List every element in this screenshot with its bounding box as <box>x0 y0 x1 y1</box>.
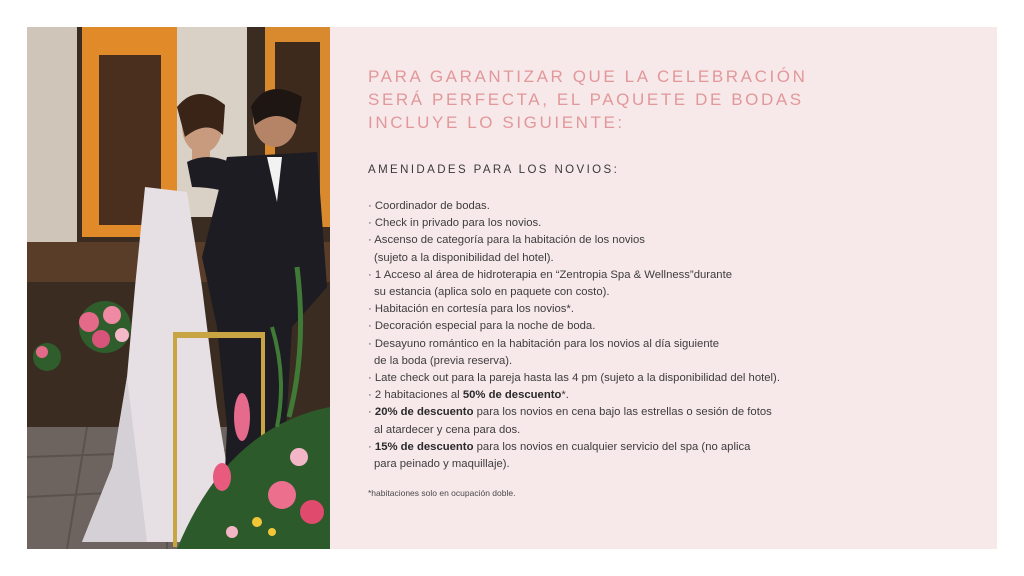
list-item <box>368 301 978 318</box>
section-title: AMENIDADES PARA LOS NOVIOS: <box>368 164 620 176</box>
amenities-list <box>368 198 978 473</box>
list-item-suffix: para los novios en cualquier servicio del spa (no aplica <box>473 440 751 453</box>
headline <box>368 65 978 134</box>
list-item-suffix: *. <box>561 389 569 402</box>
wedding-couple-illustration <box>27 27 330 549</box>
list-item <box>368 404 978 438</box>
list-item <box>368 232 978 266</box>
headline-line: INCLUYE LO SIGUIENTE: <box>368 113 625 132</box>
list-item-text: · Coordinador de bodas. <box>368 200 490 212</box>
list-item <box>368 370 978 387</box>
list-item-prefix: · <box>368 440 375 453</box>
list-item-prefix: · <box>368 406 375 419</box>
list-item-text <box>368 439 978 456</box>
content-panel <box>368 65 978 498</box>
headline-line: SERÁ PERFECTA, EL PAQUETE DE BODAS <box>368 90 804 109</box>
list-item <box>368 439 978 473</box>
wedding-couple-photo <box>27 27 330 549</box>
discount-highlight: 20% de descuento <box>374 406 474 419</box>
list-item <box>368 198 978 215</box>
list-item-continuation: (sujeto a la disponibilidad del hotel). <box>374 251 554 264</box>
list-item <box>368 267 978 301</box>
list-item <box>368 387 978 404</box>
list-item-continuation: al atardecer y cena para dos. <box>374 423 521 436</box>
list-item-text: · Desayuno romántico en la habitación para los novios al día siguiente <box>368 337 720 350</box>
discount-highlight: 15% de descuento <box>374 440 474 453</box>
list-item-text: · 1 Acceso al área de hidroterapia en “Zentropia Spa & Wellness”durante <box>368 268 733 281</box>
list-item-text: · Check in privado para los novios. <box>368 217 542 230</box>
footnote: *habitaciones solo en ocupación doble. <box>368 488 516 499</box>
slide <box>27 27 997 549</box>
list-item-suffix: para los novios en cena bajo las estrellas o sesión de fotos <box>473 406 772 419</box>
list-item-text: · Habitación en cortesía para los novios*. <box>368 303 574 316</box>
list-item-text: · Late check out para la pareja hasta las 4 pm (sujeto a la disponibilidad del hotel). <box>368 372 780 385</box>
list-item-text: · Decoración especial para la noche de boda. <box>368 320 596 333</box>
discount-highlight: 50% de descuento <box>462 389 562 402</box>
headline-line: PARA GARANTIZAR QUE LA CELEBRACIÓN <box>368 67 808 86</box>
list-item <box>368 215 978 232</box>
list-item-continuation: de la boda (previa reserva). <box>374 354 513 367</box>
list-item-text <box>368 404 978 421</box>
list-item-continuation: su estancia (aplica solo en paquete con costo). <box>374 286 610 299</box>
list-item-text: · Ascenso de categoría para la habitación de los novios <box>368 234 645 247</box>
list-item-prefix: · 2 habitaciones al <box>368 389 463 402</box>
list-item <box>368 318 978 335</box>
list-item-continuation: para peinado y maquillaje). <box>374 458 510 471</box>
list-item-text <box>368 387 978 404</box>
list-item <box>368 336 978 370</box>
